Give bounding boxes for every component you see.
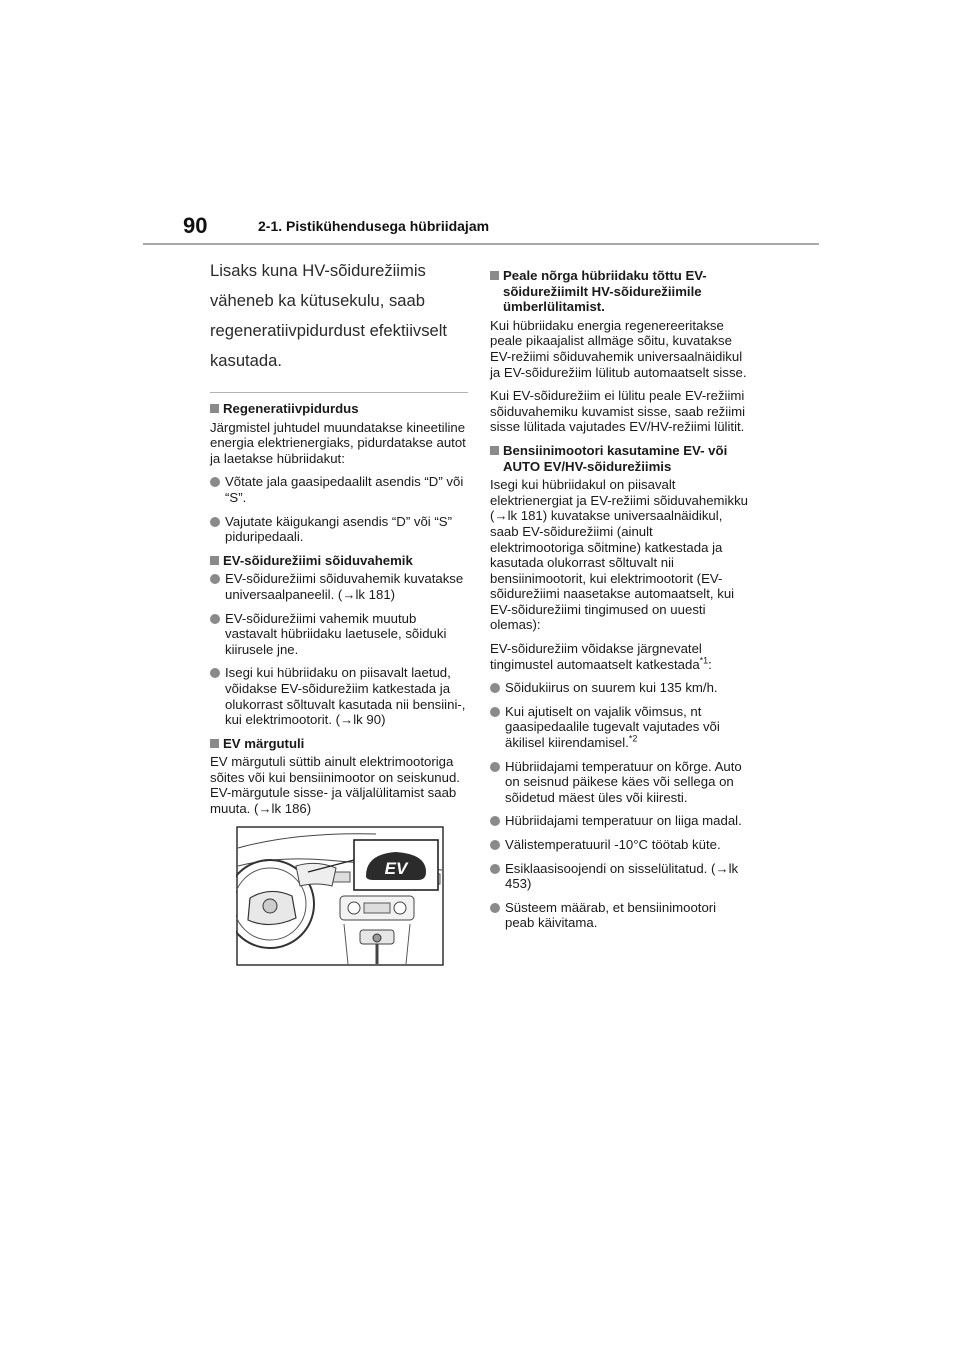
round-bullet-icon: [490, 864, 500, 874]
bullet-item: Hübriidajami temperatuur on kõrge. Auto on seisnud päikese käes või sellega on sõidetud mäest üles või kiiresti.: [490, 759, 748, 806]
page-number: 90: [183, 213, 208, 238]
square-bullet-icon: [210, 739, 219, 748]
bullet-item: Kui ajutiselt on vajalik võimsus, nt gaasipedaalile tugevalt vajutades või äkilisel kiirendamisel.$^{*2}$: [490, 704, 748, 751]
bullet-item: EV-sõidurežiimi sõiduvahemik kuvatakse universaalpaneelil. (→lk 181): [210, 571, 468, 602]
round-bullet-icon: [210, 477, 220, 487]
round-bullet-icon: [210, 668, 220, 678]
round-bullet-icon: [210, 614, 220, 624]
square-bullet-icon: [490, 271, 499, 280]
section-heading: Peale nõrga hübriidaku tõttu EV-sõidurežiimilt HV-sõidurežiimile ümberlülitamist.: [490, 268, 748, 315]
round-bullet-icon: [210, 517, 220, 527]
square-bullet-icon: [490, 446, 499, 455]
section-heading: Bensiinimootori kasutamine EV- või AUTO EV/HV-sõidurežiimis: [490, 443, 748, 474]
bullet-item: EV-sõidurežiimi vahemik muutub vastavalt hübriidaku laetusele, sõiduki kiirusele jne.: [210, 611, 468, 658]
bullet-item: Välistemperatuuril -10°C töötab küte.: [490, 837, 748, 853]
paragraph: Isegi kui hübriidakul on piisavalt elektrienergiat ja EV-režiimi sõiduvahemikku (→lk 181) kuvatakse universaalnäidikul, saab EV-sõidurežiimi (ainult elektrimootoriga sõitmine) katkestada ja kasutada olukorrast sõltuvalt nii bensiinimootorit, kui elektrimootorit (EV-sõidurežiimi naasetakse automaatselt, kui EV-sõidurežiimi tingimused on uuesti olemas):: [490, 477, 748, 633]
paragraph: Järgmistel juhtudel muundatakse kineetiline energia elektrienergiaks, pidurdatakse autot ja laetakse hübriidakut:: [210, 419, 466, 466]
chapter-title: 2-1. Pistikühendusega hübriidajam: [258, 218, 490, 234]
round-bullet-icon: [490, 840, 500, 850]
round-bullet-icon: [490, 903, 500, 913]
bullet-item: Hübriidajami temperatuur on liiga madal.: [490, 813, 748, 829]
bullet-item: Vajutate käigukangi asendis “D” või “S” piduripedaali.: [210, 514, 468, 545]
paragraph: Kui EV-sõidurežiim ei lülitu peale EV-režiimi sõiduvahemiku kuvamist sisse, saab režiimi sisse lülitada vajutades EV/HV-režiimi lülitit.: [490, 388, 746, 435]
round-bullet-icon: [210, 574, 220, 584]
dashboard-illustration: [236, 826, 444, 966]
bullet-item: Võtate jala gaasipedaalilt asendis “D” või “S”.: [210, 474, 468, 505]
section-divider: [210, 392, 468, 393]
round-bullet-icon: [490, 683, 500, 693]
bullet-item: Süsteem määrab, et bensiinimootori peab käivitama.: [490, 900, 748, 931]
paragraph: Kui hübriidaku energia regenereeritakse peale pikaajalist allmäge sõitu, kuvatakse EV-režiimi sõiduvahemik universaalnäidikul ja EV-sõidurežiim lülitub automaatselt sisse.: [490, 317, 747, 380]
section-heading: EV märgutuli: [210, 736, 468, 752]
bullet-item: Sõidukiirus on suurem kui 135 km/h.: [490, 680, 748, 696]
round-bullet-icon: [490, 707, 500, 717]
round-bullet-icon: [490, 762, 500, 772]
left-column: [210, 254, 468, 966]
page-header: [0, 0, 960, 250]
square-bullet-icon: [210, 404, 219, 413]
lead-paragraph: Lisaks kuna HV-sõidurežiimis väheneb ka kütusekulu, saab regeneratiivpidurdust efektiivselt kasutada.: [210, 261, 448, 370]
round-bullet-icon: [490, 816, 500, 826]
section-heading: EV-sõidurežiimi sõiduvahemik: [210, 553, 468, 569]
section-heading: Regeneratiivpidurdus: [210, 401, 468, 417]
paragraph: EV-sõidurežiim võidakse järgnevatel tingimustel automaatselt katkestada$^{*1}$:: [490, 641, 712, 672]
square-bullet-icon: [210, 556, 219, 565]
paragraph: EV märgutuli süttib ainult elektrimootoriga sõites või kui bensiinimootor on seiskunud. EV-märgutule sisse- ja väljalülitamist saab muuta. (→lk 186): [210, 754, 460, 817]
bullet-item: Esiklaasisoojendi on sisselülitatud. (→lk 453): [490, 861, 748, 892]
bullet-item: Isegi kui hübriidaku on piisavalt laetud, võidakse EV-sõidurežiim katkestada ja olukorrast sõltuvalt kasutada nii bensiini-, kui elektrimootorit. (→lk 90): [210, 665, 468, 727]
header-divider: [143, 243, 819, 245]
svg-text:EV: EV: [384, 858, 408, 878]
right-column: [490, 268, 748, 939]
